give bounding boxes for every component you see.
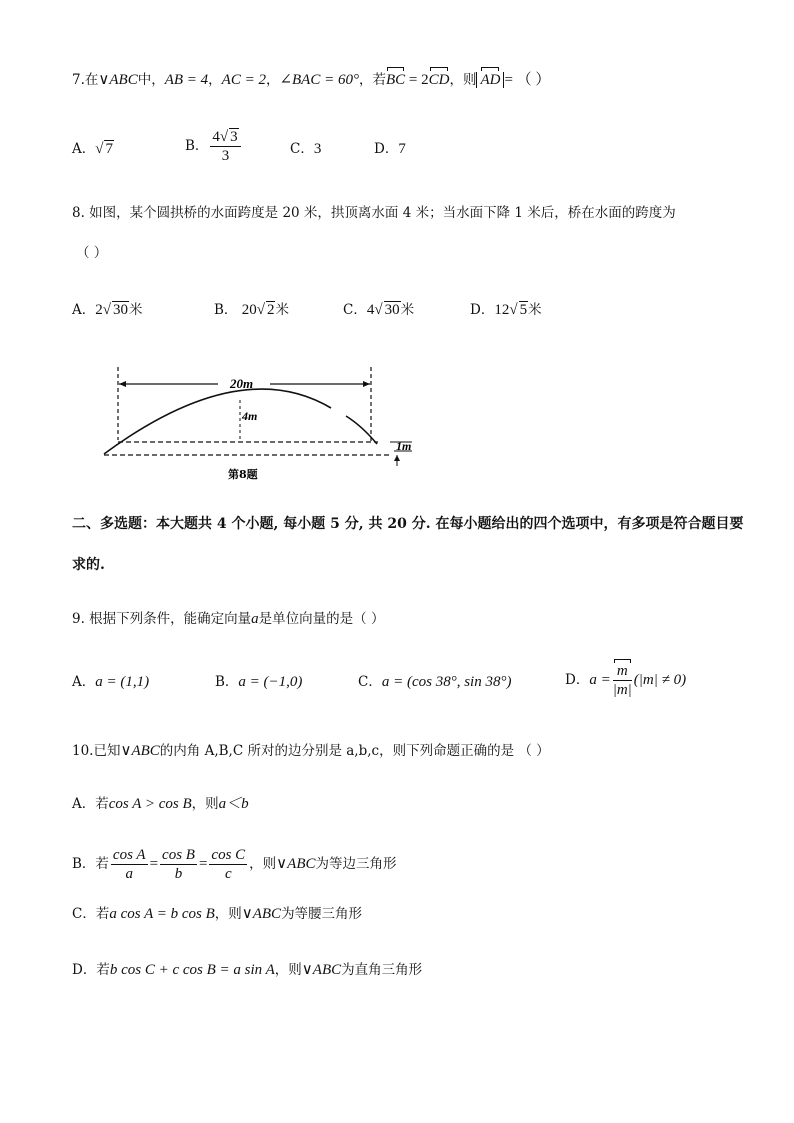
q7-option-d <box>374 139 406 159</box>
option-text: ，则 <box>214 906 242 922</box>
option-label: B．若 <box>72 856 109 872</box>
q7-option-a: A．√ 7 <box>72 141 113 157</box>
option-value: 7 <box>398 141 406 157</box>
option-triangle: ∨ABC <box>276 856 316 872</box>
fraction <box>613 662 632 699</box>
q7-ac: AC = 2 <box>221 72 266 88</box>
option-coef: 2 <box>95 302 103 318</box>
option-radicand: 2 <box>266 302 275 318</box>
denominator: 3 <box>221 148 230 164</box>
question-8-blank: （ ） <box>76 245 108 261</box>
option-label: D．若 <box>72 962 110 978</box>
numerator: m <box>613 662 632 681</box>
arch-bridge-figure <box>100 362 420 484</box>
q7-option-b <box>185 128 243 165</box>
q10-option-c <box>72 904 362 924</box>
arrow-head-right <box>363 381 370 387</box>
q9-variable: a <box>251 611 259 627</box>
option-unit: 米 <box>528 302 542 318</box>
q7-option-c <box>290 139 321 159</box>
fraction-3 <box>209 846 247 883</box>
option-label: A． <box>72 141 96 157</box>
option-radicand: 30 <box>112 302 128 318</box>
option-label: B． <box>185 138 209 154</box>
option-value: 3 <box>313 141 322 157</box>
option-condition: (|m| ≠ 0) <box>633 672 687 688</box>
q8-option-a: A．2√ 30米 <box>72 302 143 318</box>
option-label: B． <box>215 674 239 690</box>
drop-arrow-head <box>394 455 400 461</box>
option-expression: a cos A = b cos B <box>109 906 215 922</box>
q7-text: ，则 <box>449 72 477 88</box>
figure-caption: 第8题 <box>228 468 258 481</box>
option-unit: 米 <box>128 302 143 318</box>
q7-vector-cd: CD <box>428 72 450 88</box>
q10-text: 的内角 A,B,C 所对的边分别是 a,b,c，则下列命题正确的是 （ ） <box>159 743 550 759</box>
section-2-heading: 二、多选题：本大题共 4 个小题, 每小题 5 分, 共 20 分. 在每小题给出的四个选项中，有多项是符合题目要 <box>72 516 744 532</box>
q9-option-a <box>72 672 149 692</box>
q7-ab: AB = 4 <box>164 72 209 88</box>
q10-text: 10.已知 <box>72 743 121 759</box>
q7-text: ，若 <box>358 72 386 88</box>
denominator: |m| <box>612 682 632 698</box>
option-label: C． <box>290 141 314 157</box>
denominator: a <box>125 866 133 882</box>
q7-comma: ， <box>208 72 222 88</box>
numerator: cos A <box>112 847 146 863</box>
fraction-1 <box>111 846 148 883</box>
option-label: D． <box>470 302 495 318</box>
q7-text: 中， <box>137 72 165 88</box>
q8-option-b: B． 20√ 2米 <box>214 302 289 318</box>
arch-curve <box>104 389 331 454</box>
span-label: 20m <box>230 376 254 391</box>
denominator: b <box>174 866 183 882</box>
option-unit: 米 <box>275 302 289 318</box>
q8-option-c: C．4√ 30米 <box>343 302 415 318</box>
option-text: ，则 <box>191 796 219 812</box>
option-expression: a = (1,1) <box>95 674 150 690</box>
option-radicand: 30 <box>384 302 400 318</box>
option-expression: cos A > cos B <box>108 796 192 812</box>
option-radicand: 5 <box>519 302 528 318</box>
question-9-stem <box>72 609 384 629</box>
option-label: C． <box>343 302 367 318</box>
option-result: 为等腰三角形 <box>281 906 363 922</box>
option-value: 7 <box>105 141 113 157</box>
numerator: cos B <box>162 847 195 863</box>
numerator: cos C <box>211 847 246 863</box>
numerator-coef: 4 <box>212 129 220 145</box>
q7-vector-ad: AD <box>480 72 501 88</box>
drop-label: 1m <box>396 439 412 453</box>
option-label: A． <box>72 674 96 690</box>
option-label: A．若 <box>72 796 109 812</box>
denominator: c <box>224 866 232 882</box>
option-lhs: a = <box>589 672 611 688</box>
option-unit: 米 <box>400 302 415 318</box>
q7-triangle: ∨ABC <box>98 72 138 88</box>
option-triangle: ∨ABC <box>301 962 342 978</box>
option-result: a＜b <box>218 796 249 812</box>
q7-vector-bc: BC <box>385 72 406 88</box>
q9-option-b <box>215 672 302 692</box>
section-2-heading-cont: 求的. <box>72 557 105 573</box>
option-label: C．若 <box>72 906 110 922</box>
q10-triangle: ∨ABC <box>120 743 160 759</box>
q7-eq: = 2 <box>405 72 429 88</box>
option-expression: a = (−1,0) <box>238 674 303 690</box>
q7-prefix: 7.在 <box>72 72 99 88</box>
q9-option-c <box>358 672 511 692</box>
numerator-radicand: 3 <box>230 129 238 145</box>
q7-answer-blank: = （ ） <box>504 72 551 88</box>
option-text: ，则 <box>249 856 277 872</box>
fraction-2 <box>160 846 197 883</box>
option-triangle: ∨ABC <box>241 906 282 922</box>
q10-option-b: B．若 $\frac{\text{cos A}}{a}$ = $\frac{\text{cos B}}{b}$ = $\frac{\text{cos C}}{c}$ ，则∨ABC为等边三角形 <box>72 847 397 882</box>
option-result: 为直角三角形 <box>341 962 423 978</box>
question-10-stem <box>72 741 550 761</box>
option-expression: b cos C + c cos B = a sin A <box>109 962 275 978</box>
q9-text: 是单位向量的是（ ） <box>258 611 385 627</box>
q9-text: 9. 根据下列条件，能确定向量 <box>72 611 252 627</box>
q7-comma: ， <box>265 72 280 88</box>
option-coef: 4 <box>366 302 375 318</box>
option-text: ，则 <box>274 962 302 978</box>
question-8-stem: 8. 如图，某个圆拱桥的水面跨度是 20 米，拱顶离水面 4 米；当水面下降 1 米后，桥在水面的跨度为 <box>72 205 676 221</box>
option-label: D． <box>565 672 590 688</box>
question-7-stem <box>72 70 550 90</box>
fraction: $\frac{4√ 3}{3}$ <box>210 128 240 165</box>
option-expression: a = (cos 38°, sin 38°) <box>381 674 512 690</box>
q7-angle: ∠BAC = 60° <box>279 72 359 88</box>
option-label: B． <box>214 302 238 318</box>
arch-curve-right <box>346 416 377 444</box>
option-label: C． <box>358 674 382 690</box>
q8-option-d: D．12√ 5米 <box>470 302 542 318</box>
arrow-head-left <box>119 381 126 387</box>
q10-option-a <box>72 794 249 814</box>
option-coef: 12 <box>494 302 510 318</box>
height-label: 4m <box>242 409 258 423</box>
option-result: 为等边三角形 <box>315 856 397 872</box>
q9-option-d <box>565 662 686 699</box>
option-label: D． <box>374 141 399 157</box>
option-label: A． <box>72 302 96 318</box>
option-coef: 20 <box>241 302 257 318</box>
q10-option-d <box>72 960 422 980</box>
